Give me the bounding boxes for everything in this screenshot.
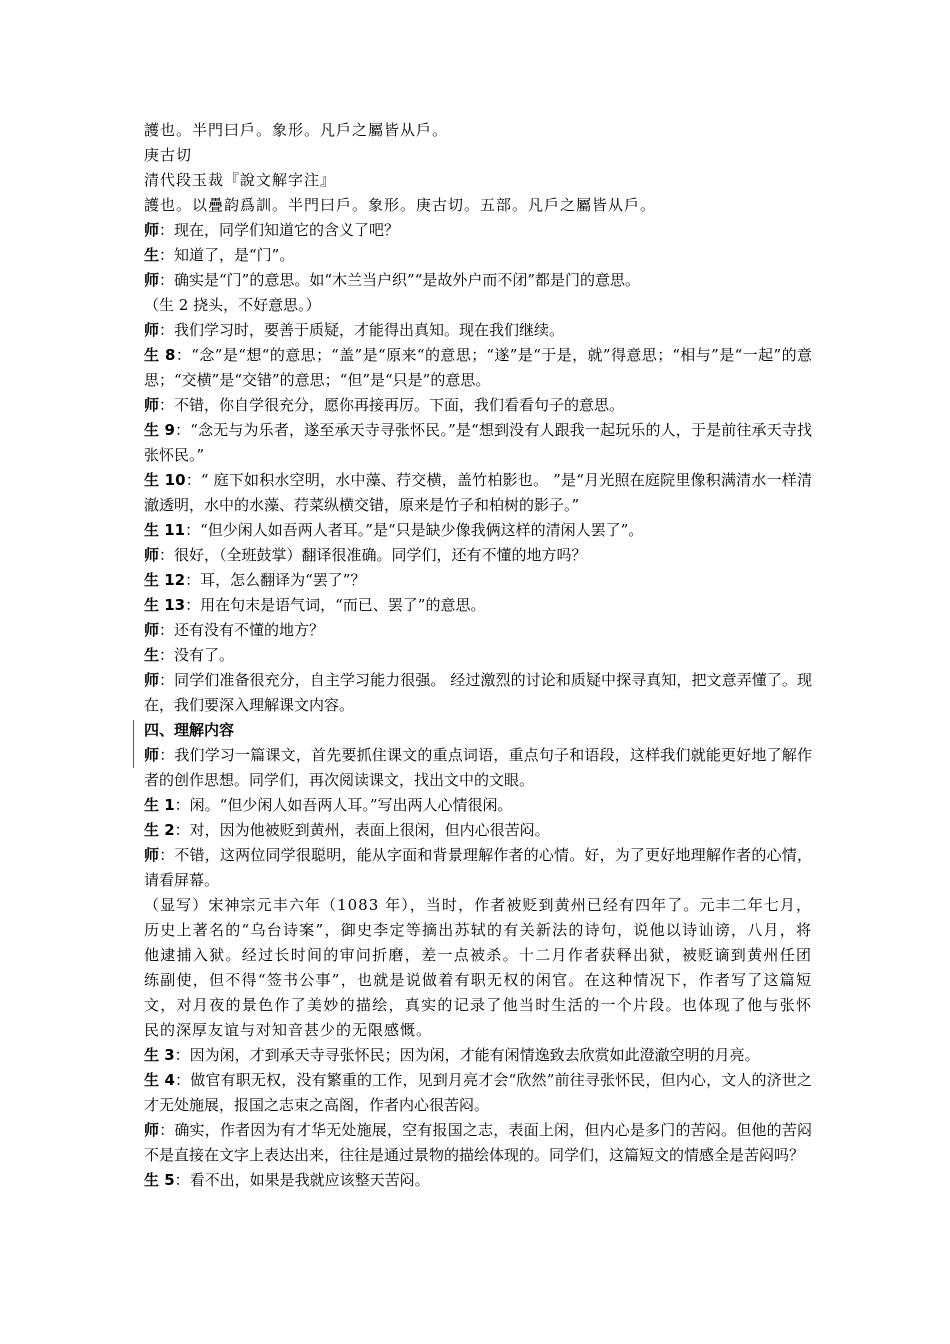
text-line: 護也。以疊韵爲訓。半門曰戶。象形。庚古切。五部。凡戶之屬皆从戶。 [144,196,657,214]
dialog-line [144,1118,812,1168]
dialog-text: ：不错，这两位同学很聪明，能从字面和背景理解作者的心情。好，为了更好地理解作者的心情，请看屏幕。 [144,846,812,889]
speaker-label: 生 3 [144,1046,175,1064]
dialog-text: ：现在，同学们知道它的含义了吧？ [159,221,400,239]
dialog-text: ：很好，（全班鼓掌）翻译很准确。同学们，还有不懂的地方吗？ [159,546,587,564]
dialog-line [144,568,812,593]
speaker-label: 师 [144,396,160,414]
dialog-text: ：同学们准备很充分，自主学习能力很强。 经过激烈的讨论和质疑中探寻真知，把文意弄懂了。现在，我们要深入理解课文内容。 [144,671,812,714]
section-heading: 四、理解内容 [144,721,235,739]
speaker-label: 生 13 [144,596,186,614]
speaker-label: 生 9 [144,421,175,439]
dialog-line [144,818,812,843]
dialog-line [144,243,812,268]
dialog-text: ：闲。“但少闲人如吾两人耳。”写出两人心情很闲。 [174,796,513,814]
dialog-line [144,1168,812,1193]
speaker-label: 生 4 [144,1071,175,1089]
speaker-label: 师 [144,846,160,864]
dialog-line [144,543,812,568]
dialog-text: ：因为闲，才到承天寺寻张怀民；因为闲，才能有闲情逸致去欣赏如此澄澈空明的月亮。 [174,1046,760,1064]
speaker-label: 师 [144,271,160,289]
dialog-text: ：耳，怎么翻译为“罢了”？ [185,571,366,589]
dialog-line [144,793,812,818]
speaker-label: 生 11 [144,521,186,539]
speaker-label: 生 1 [144,796,175,814]
text-line: （显写）宋神宗元丰六年（1083 年），当时，作者被贬到黄州已经有四年了。元丰二年七月，历史上著名的“乌台诗案”，御史李定等摘出苏轼的有关新法的诗句，说他以诗讪谤，八月，将他逮捕入狱。经过长时间的审问折磨，差一点被杀。十二月作者获释出狱，被贬谪到黄州任团练副使，但不得“签书公事”，也就是说做着有职无权的闲官。在这种情况下，作者写了这篇短文，对月夜的景色作了美妙的描绘，真实的记录了他当时生活的一个片段。也体现了他与张怀民的深厚友谊与对知音甚少的无限感慨。 [144,896,812,1039]
dialog-line [144,843,812,893]
dialog-text: ：我们学习时，要善于质疑，才能得出真知。现在我们继续。 [159,321,565,339]
dialog-text: ：确实，作者因为有才华无处施展，空有报国之志，表面上闲，但内心是多门的苦闷。但他的苦闷不是直接在文字上表达出来，往往是通过景物的描绘体现的。同学们，这篇短文的情感全是苦闷吗？ [144,1121,812,1164]
dialog-text: ：做官有职无权，没有繁重的工作，见到月亮才会“欣然”前往寻张怀民，但内心，文人的济世之才无处施展，报国之志束之高阁，作者内心很苦闷。 [144,1071,812,1114]
speaker-label: 师 [144,321,160,339]
dialog-line [144,418,812,468]
speaker-label: 生 2 [144,821,175,839]
dialog-line [144,743,812,793]
speaker-label: 生 12 [144,571,186,589]
dialog-text: ：“ 庭下如积水空明，水中藻、荇交横，盖竹柏影也。 ”是“月光照在庭院里像积满清水一样清澈透明，水中的水藻、荇菜纵横交错，原来是竹子和柏树的影子。” [144,471,812,514]
dialog-line [144,618,812,643]
dialog-text: ：不错，你自学很充分，愿你再接再厉。下面，我们看看句子的意思。 [159,396,625,414]
dialog-text: ：对，因为他被贬到黄州，表面上很闲，但内心很苦闷。 [174,821,550,839]
speaker-label: 生 [144,246,160,264]
dialog-text: ：“念”是“想“的意思；“盖”是“原来“的意思；“遂”是“于是，就”得意思；“相与”是“一起”的意思；“交横”是“交错”的意思；“但”是“只是”的意思。 [144,346,812,389]
speaker-label: 师 [144,746,160,764]
speaker-label: 生 8 [144,346,176,364]
dialog-line [144,518,812,543]
dialog-line [144,343,812,393]
text-line: 庚古切 [144,146,193,164]
document-body [144,118,812,1193]
dialog-text: ：用在句末是语气词，“而已、罢了”的意思。 [185,596,486,614]
speaker-label: 生 10 [144,471,186,489]
dialog-line [144,218,812,243]
speaker-label: 师 [144,1121,160,1139]
text-line: （生 2 挠头，不好意思。） [144,296,321,314]
dialog-line [144,1043,812,1068]
dialog-text: ：“但少闲人如吾两人者耳。”是“只是缺少像我俩这样的清闲人罢了”。 [185,521,644,539]
dialog-text: ：确实是“门”的意思。如“木兰当户织”“是故外户而不闭”都是门的意思。 [159,271,641,289]
speaker-label: 师 [144,546,160,564]
text-line: 清代段玉裁『說文解字注』 [144,171,337,189]
dialog-text: ：没有了。 [159,646,235,664]
dialog-line [144,643,812,668]
dialog-text: ：还有没有不懂的地方？ [159,621,325,639]
speaker-label: 生 5 [144,1171,175,1189]
dialog-line [144,393,812,418]
dialog-text: ：“念无与为乐者，遂至承天寺寻张怀民。”是“想到没有人跟我一起玩乐的人，于是前往承天寺找张怀民。” [144,421,812,464]
dialog-line [144,1068,812,1118]
dialog-line [144,668,812,718]
dialog-text: ：看不出，如果是我就应该整天苦闷。 [174,1171,430,1189]
speaker-label: 师 [144,221,160,239]
dialog-line [144,318,812,343]
speaker-label: 师 [144,621,160,639]
section-margin-mark [133,720,134,768]
dialog-text: ：知道了，是“门”。 [159,246,295,264]
dialog-text: ：我们学习一篇课文，首先要抓住课文的重点词语，重点句子和语段，这样我们就能更好地了解作者的创作思想。同学们，再次阅读课文，找出文中的文眼。 [144,746,812,789]
dialog-line [144,268,812,293]
dialog-line [144,593,812,618]
speaker-label: 师 [144,671,160,689]
speaker-label: 生 [144,646,160,664]
text-line: 護也。半門曰戶。象形。凡戶之屬皆从戶。 [144,121,449,139]
dialog-line [144,468,812,518]
